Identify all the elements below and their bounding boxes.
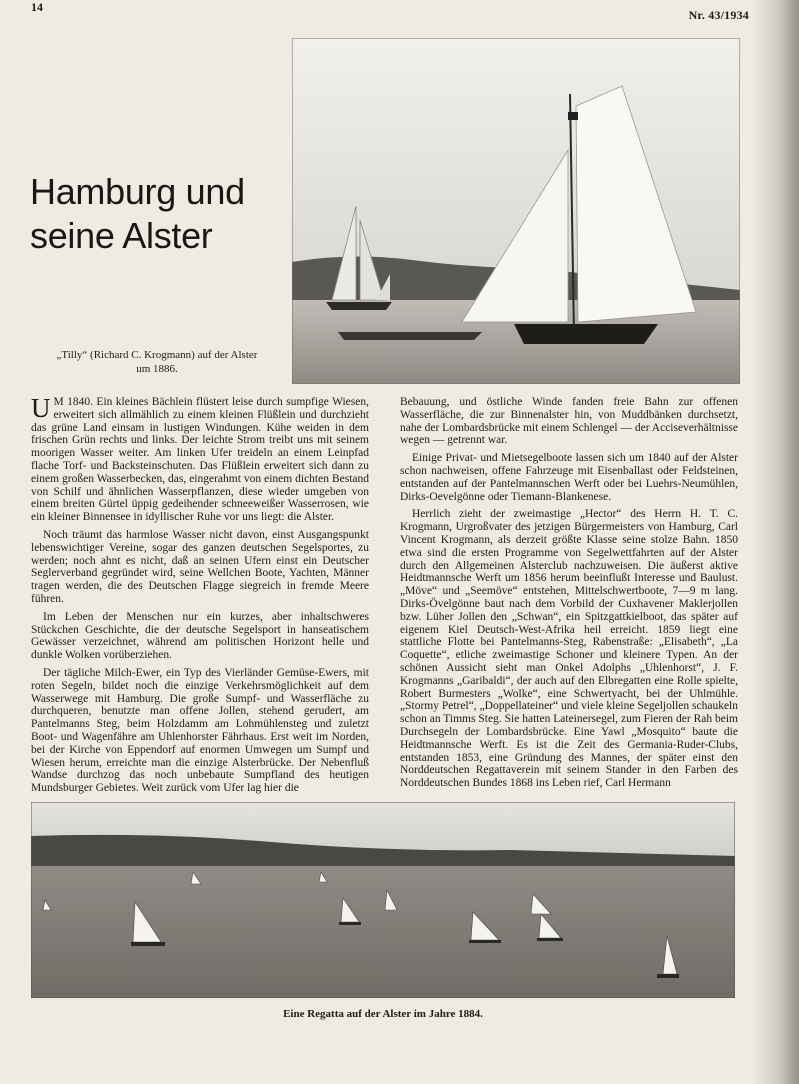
article-title <box>30 170 290 258</box>
paragraph: Einige Privat- und Mietsegelboote lassen sich um 1840 auf der Alster schon nachweisen, offene Fahrzeuge mit Eisenballast oder Feldsteinen, entstanden auf der Pantelmannschen Werft oder bei Luehrs-Neumühlen, Dirks-Oevelgönne oder Tiemann-Blankenese. <box>400 452 738 503</box>
paragraph-text: M 1840. Ein kleines Bächlein flüstert leise durch sumpfige Wiesen, erweitert sich allmählich zu einem kleinen Flüßlein und durchzieht das grüne Land einsam in lustigen Windungen. Kühe weiden in dem frischen Grün rechts und links. Der leichte Strom treibt uns mit seinem moorigen Wasser weiter. Am linken Ufer treideln an einem Leinpfad flache Torf- und Backsteinschuten. Das Flüßlein erweitert sich dann zu einem großen Wasserbecken, das, eingerahmt von einem dichten Bestand von Schilf und ähnlichen Wasserpflanzen, diese wieder umgeben von einem breiten Gürtel üppig gedeihender schneeweißer Wasserrosen, wie ein kleiner Binnensee in idyllischer Ruhe vor uns liegt: die Alster. <box>31 396 369 524</box>
top-caption-line-1: „Tilly“ (Richard C. Krogmann) auf der Alster <box>56 349 258 361</box>
issue-number: Nr. 43/1934 <box>688 8 749 22</box>
title-line-1: Hamburg und <box>30 171 245 213</box>
body-column-left <box>31 393 369 795</box>
paragraph: Bebauung, und östliche Winde fanden freie Bahn zur offenen Wasserfläche, die zur Binnenalster hin, von Muddbänken durchsetzt, nahe der Lombardsbrücke mit einem Schlengel — der Acciseverhältnisse wegen — getrennt war. <box>400 396 738 447</box>
drop-cap: U <box>31 393 51 423</box>
paragraph: Der tägliche Milch-Ewer, ein Typ des Vierländer Gemüse-Ewers, mit roten Segeln, bildet noch die einzige Verkehrsmöglichkeit auf dem Wasserwege mit Hamburg. Die große Sumpf- und Wasserfläche zu durchqueren, benutzte man offene Jollen, stehend gerudert, am Pantelmanns Steg, beim Holzdamm am Lohmühlensteg und zuletzt Boot- und Wagenfähre am Uhlenhorster Fährhaus. Erst weit im Norden, bei der Kirche von Eppendorf auf enormen Umwegen um Sumpf und Wiesen herum, erreichte man die einzige Alsterbrücke. Der Nebenfluß Wandse durchzog das noch unbebaute Sumpfland des heutigen Mundsburger Gebietes. Weit zurück vom Ufer lag hier die <box>31 666 369 795</box>
photo-regatta <box>31 802 735 998</box>
page-number: 14 <box>31 0 43 14</box>
paragraph: Herrlich zieht der zweimastige „Hector“ des Herrn H. T. C. Krogmann, Urgroßvater des jetzigen Bürgermeisters von Hamburg, Carl Vincent Krogmann, als derzeit größte Klasse seine stolze Bahn. 1850 etwa sind die ersten Programme von Segelwettfahrten auf der Alster durch den Allgemeinen Alsterclub nachzuweisen. Die äußerst aktive Heidtmannsche Werft um 1856 herum beeinflußt Interesse und Baulust. „Möve“ und „Seemöve“ entstehen, Mittelschwertboote, 7—9 m lang. Dirks-Övelgönne baut nach dem Vorbild der Cuxhavener Maklerjollen bzw. Lüher Jollen den „Schwan“, ein Spitzgattkielboot, das später auf eigenem Kiel Deutsch-West-Afrika heil erreicht. 1859 liegt eine stattliche Flotte bei Pantelmanns-Steg, Rabenstraße: „Elisabeth“, „La Coquette“, etliche zweimastige Schoner und kleinere Typen. An der schönen Aussicht sieht man Onkel Adolphs „Uhlenhorst“, J. F. Krogmanns „Garibaldi“, der auch auf den Elbregatten eine Rolle spielte, Robert Burmesters „Wolke“, eine Schwertyacht, bei der Uhlmühle. „Stormy Petrel“, „Doppellateiner“ und viele kleine Segeljollen schaukeln schon an Timms Steg. Sie hatten Lateinersegel, zum Fieren der Rah beim Durchsegeln der Lombardsbrücke. Eine Yawl „Mosquito“ baute die Heidtmannsche Werft. Es ist die Zeit des Germania-Ruder-Clubs, entstanden 1853, eine Gründung des Mannes, der später einst den Norddeutschen Regattaverein mit seinem Stander in den Farben des Norddeutschen Bundes 1868 ins Leben rief, Carl Hermann <box>400 508 738 790</box>
top-caption-line-2: um 1886. <box>136 363 178 375</box>
title-line-2: seine Alster <box>30 215 213 257</box>
paragraph: Noch träumt das harmlose Wasser nicht davon, einst Ausgangspunkt lebenswichtiger Vereine, sogar des ganzen deutschen Segelsportes, zu werden; noch ahnt es nicht, daß an seinen Ufern einst ein Deutscher Seglerverband gegründet wird, seine Wellchen Boote, Yachten, Männer tragen werden, die des Deutschen Flagge siegreich in fremde Meere führen. <box>31 528 369 605</box>
top-photo-caption <box>31 348 283 376</box>
paragraph <box>31 393 369 524</box>
bottom-photo-caption: Eine Regatta auf der Alster im Jahre 1884. <box>283 1008 483 1020</box>
page-edge-shadow <box>753 0 799 1084</box>
paragraph: Im Leben der Menschen nur ein kurzes, aber inhaltschweres Stückchen Geschichte, die der deutsche Segelsport in hanseatischem Gewässer verzeichnet, während am politischen Horizont helle und dunkle Wolken vorüberziehen. <box>31 610 369 662</box>
photo-sailing-yacht <box>292 38 740 384</box>
body-column-right <box>400 396 738 790</box>
